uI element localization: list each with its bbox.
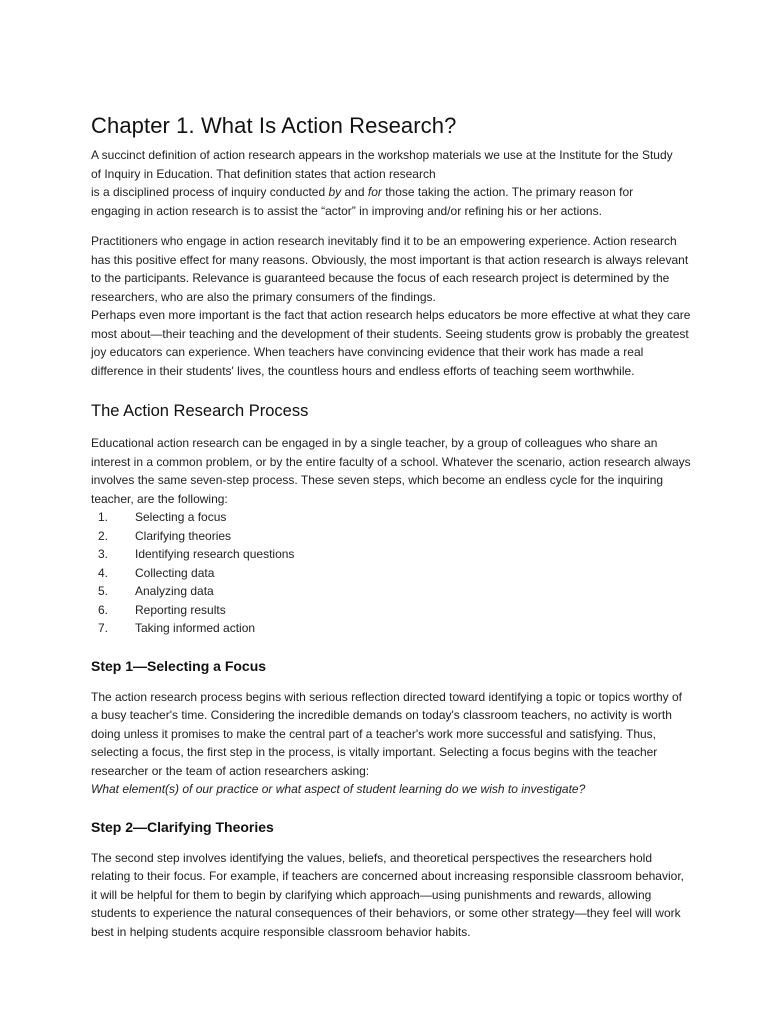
intro-line-3a: is a disciplined process of inquiry conducted <box>91 185 329 199</box>
step1-text: The action research process begins with serious reflection directed toward identifying a topic or topics worthy of a busy teacher's time. Considering the incredible demands on today's classroom teachers, no activity is worth doing unless it promises to make the central part of a teacher's work more successful and satisfying. Thus, selecting a focus, the first step in the process, is vitally important. Selecting a focus begins with the teacher researcher or the team of action researchers asking: <box>91 689 682 778</box>
step1-question: What element(s) of our practice or what aspect of student learning do we wish to investigate? <box>91 782 586 796</box>
intro-line-3b: and <box>341 185 368 199</box>
document-page <box>91 112 691 941</box>
step1-heading: Step 1—Selecting a Focus <box>91 657 267 674</box>
list-item-label: Identifying research questions <box>135 547 295 561</box>
intro-paragraph-3: Perhaps even more important is the fact that action research helps educators be more effective at what they care most about—their teaching and the development of their students. Seeing students grow is probably the greatest joy educators can experience. When teachers have convincing evidence that their work has made a real difference in their students' lives, the countless hours and endless efforts of teaching seem worthwhile. <box>91 308 691 378</box>
list-item-number: 3. <box>98 547 109 561</box>
process-heading: The Action Research Process <box>91 402 309 420</box>
step2-heading: Step 2—Clarifying Theories <box>91 818 274 835</box>
list-item-label: Selecting a focus <box>135 510 227 524</box>
intro-line-4: engaging in action research is to assist the “actor” in improving and/or refining his or her actions. <box>91 203 602 218</box>
emphasis-by: by <box>328 185 342 199</box>
chapter-title: Chapter 1. What Is Action Research? <box>91 113 457 138</box>
step2-body: The second step involves identifying the values, beliefs, and theoretical perspectives the researchers hold relating to their focus. For example, if teachers are concerned about increasing responsible classroom behavior, it will be helpful for them to begin by clarifying which approach—using punishments and rewards, allowing students to experience the natural consequences of their behaviors, or some other strategy—they feel will work best in helping students acquire responsible classroom behavior habits. <box>91 850 684 939</box>
list-item-number: 4. <box>98 565 109 580</box>
steps-list <box>91 508 691 638</box>
list-item <box>91 601 691 620</box>
list-item-label: Reporting results <box>135 602 226 617</box>
list-item-number: 1. <box>98 510 109 524</box>
list-item <box>91 582 691 601</box>
list-item <box>91 508 691 527</box>
intro-line-3c: those taking the action. The primary reason for <box>381 185 634 199</box>
list-item-label: Clarifying theories <box>135 528 232 543</box>
intro-line-1: A succinct definition of action research appears in the workshop materials we use at the Institute for the Study <box>91 148 673 162</box>
list-item <box>91 545 691 564</box>
emphasis-for: for <box>367 185 382 199</box>
list-item-label: Collecting data <box>135 565 215 580</box>
intro-paragraph-2: Practitioners who engage in action research inevitably find it to be an empowering experience. Action research has this positive effect for many reasons. Obviously, the most important is that action research is always relevant to the participants. Relevance is guaranteed because the focus of each research project is determined by the researchers, who are also the primary consumers of the findings. <box>91 234 689 304</box>
list-item-label: Taking informed action <box>135 621 256 635</box>
list-item <box>91 619 691 638</box>
list-item-number: 2. <box>98 528 109 543</box>
list-item-number: 7. <box>98 621 109 635</box>
process-intro: Educational action research can be engaged in by a single teacher, by a group of colleagues who share an interest in a common problem, or by the entire faculty of a school. Whatever the scenario, action research always involves the same seven-step process. These seven steps, which become an endless cycle for the inquiring teacher, are the following: <box>91 436 691 506</box>
list-item-number: 5. <box>98 584 109 598</box>
step1-body <box>91 688 691 799</box>
list-item <box>91 564 691 583</box>
list-item-label: Analyzing data <box>135 584 214 598</box>
intro-paragraph-1 <box>91 146 691 220</box>
intro-line-2: of Inquiry in Education. That definition states that action research <box>91 166 436 181</box>
list-item-number: 6. <box>98 602 109 617</box>
list-item <box>91 527 691 546</box>
